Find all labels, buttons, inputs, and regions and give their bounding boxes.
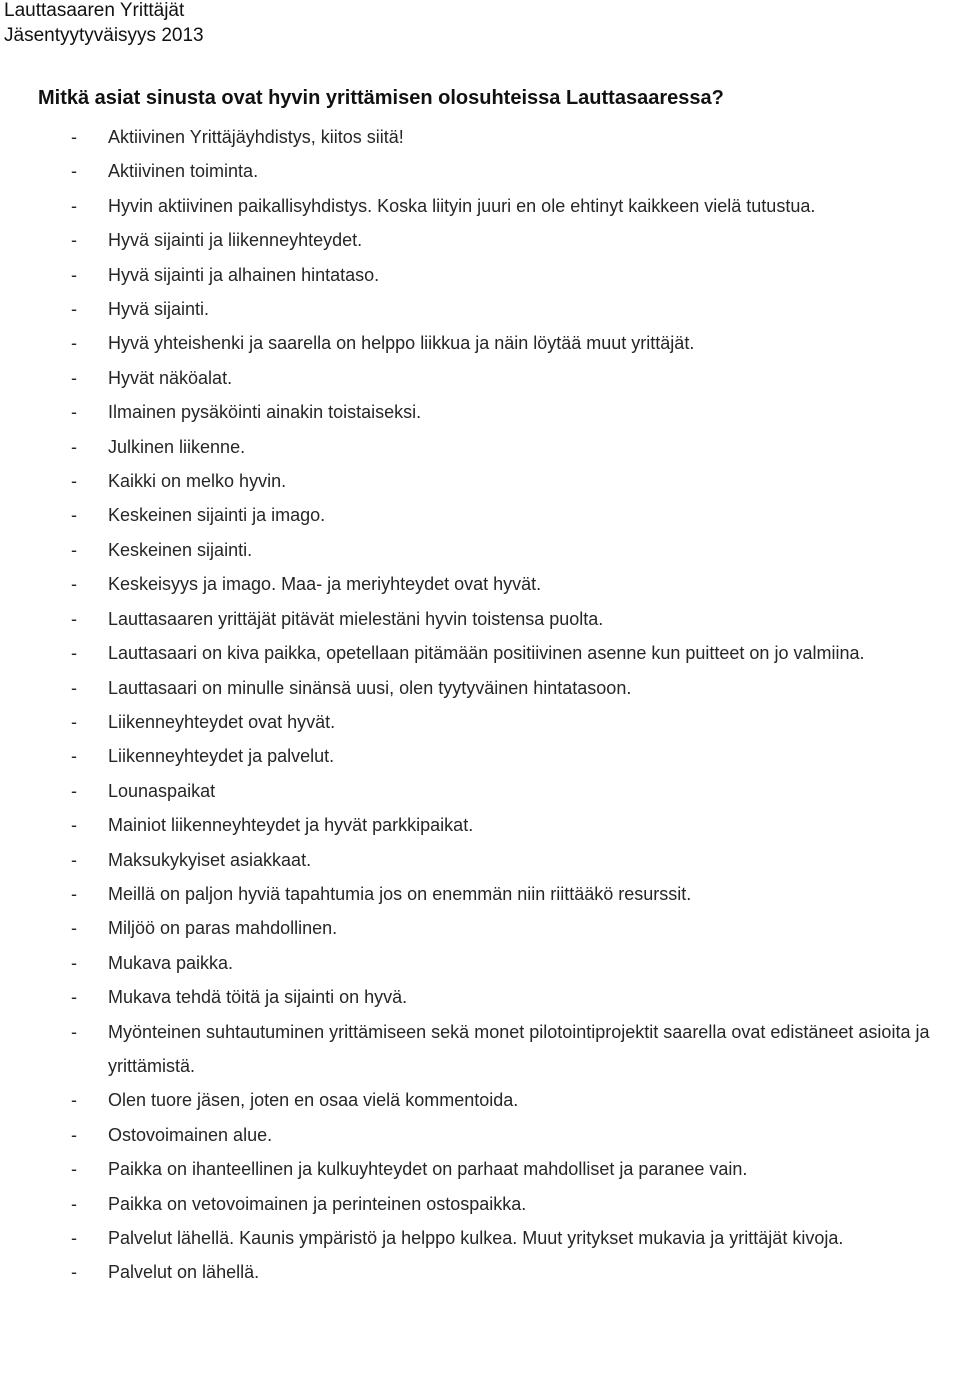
answer-text: Myönteinen suhtautuminen yrittämiseen sekä monet pilotointiprojektit saarella ovat edistäneet asioita ja yrittämistä. bbox=[108, 1021, 930, 1076]
answer-item bbox=[0, 1221, 960, 1255]
answer-item bbox=[0, 1118, 960, 1152]
survey-title: Jäsentyytyväisyys 2013 bbox=[4, 25, 204, 46]
answer-item bbox=[0, 739, 960, 773]
answer-text: Maksukykyiset asiakkaat. bbox=[108, 849, 312, 870]
bullet-dash: - bbox=[71, 746, 77, 767]
bullet-dash: - bbox=[71, 1159, 77, 1180]
answer-text: Aktiivinen toiminta. bbox=[108, 161, 259, 182]
answer-item bbox=[0, 877, 960, 911]
answer-item bbox=[0, 774, 960, 808]
bullet-dash: - bbox=[71, 1262, 77, 1283]
bullet-dash: - bbox=[71, 299, 77, 320]
answer-item bbox=[0, 258, 960, 292]
answer-item bbox=[0, 223, 960, 257]
answer-item bbox=[0, 602, 960, 636]
bullet-dash: - bbox=[71, 677, 77, 698]
bullet-dash: - bbox=[71, 333, 77, 354]
answer-text: Lauttasaaren yrittäjät pitävät mielestäni hyvin toistensa puolta. bbox=[108, 608, 604, 629]
answer-text: Keskeisyys ja imago. Maa- ja meriyhteydet ovat hyvät. bbox=[108, 574, 542, 595]
bullet-dash: - bbox=[71, 230, 77, 251]
answer-text: Aktiivinen Yrittäjäyhdistys, kiitos siitä! bbox=[108, 127, 404, 147]
answer-text: Ostovoimainen alue. bbox=[108, 1124, 273, 1145]
answer-item bbox=[0, 911, 960, 945]
answer-item bbox=[0, 636, 960, 670]
answer-item bbox=[0, 808, 960, 842]
bullet-dash: - bbox=[71, 574, 77, 595]
answer-text: Lauttasaari on kiva paikka, opetellaan pitämään positiivinen asenne kun puitteet on jo valmiina. bbox=[108, 643, 865, 664]
bullet-dash: - bbox=[71, 883, 77, 904]
answer-text: Meillä on paljon hyviä tapahtumia jos on enemmän niin riittääkö resurssit. bbox=[108, 883, 692, 904]
answer-item bbox=[0, 1083, 960, 1117]
organization-name: Lauttasaaren Yrittäjät bbox=[4, 0, 185, 21]
bullet-dash: - bbox=[71, 849, 77, 870]
answer-item bbox=[0, 430, 960, 464]
bullet-dash: - bbox=[71, 436, 77, 457]
bullet-dash: - bbox=[71, 471, 77, 492]
answer-text: Hyvät näköalat. bbox=[108, 367, 233, 388]
answer-item bbox=[0, 1015, 960, 1084]
answer-text: Kaikki on melko hyvin. bbox=[108, 471, 287, 492]
bullet-dash: - bbox=[71, 987, 77, 1008]
bullet-dash: - bbox=[71, 711, 77, 732]
answer-item bbox=[0, 705, 960, 739]
answer-item bbox=[0, 326, 960, 360]
answer-text: Hyvä yhteishenki ja saarella on helppo liikkua ja näin löytää muut yrittäjät. bbox=[108, 333, 695, 354]
bullet-dash: - bbox=[71, 608, 77, 629]
answer-text: Mukava tehdä töitä ja sijainti on hyvä. bbox=[108, 987, 408, 1008]
bullet-dash: - bbox=[71, 1124, 77, 1145]
answer-item bbox=[0, 843, 960, 877]
answer-text: Hyvä sijainti ja alhainen hintataso. bbox=[108, 264, 380, 285]
bullet-dash: - bbox=[71, 539, 77, 560]
answer-text: Miljöö on paras mahdollinen. bbox=[108, 918, 338, 939]
bullet-dash: - bbox=[71, 1021, 77, 1042]
answer-text: Lounaspaikat bbox=[108, 780, 216, 801]
answer-text: Liikenneyhteydet ja palvelut. bbox=[108, 746, 335, 767]
answer-item bbox=[0, 395, 960, 429]
bullet-dash: - bbox=[71, 127, 77, 147]
answer-item bbox=[0, 189, 960, 223]
answer-text: Julkinen liikenne. bbox=[108, 436, 246, 457]
bullet-dash: - bbox=[71, 815, 77, 836]
bullet-dash: - bbox=[71, 161, 77, 182]
answer-item bbox=[0, 946, 960, 980]
answer-text: Ilmainen pysäköinti ainakin toistaiseksi. bbox=[108, 402, 422, 423]
answer-item bbox=[0, 980, 960, 1014]
bullet-dash: - bbox=[71, 1090, 77, 1111]
bullet-dash: - bbox=[71, 367, 77, 388]
answer-item bbox=[0, 567, 960, 601]
answer-item bbox=[0, 1187, 960, 1221]
bullet-dash: - bbox=[71, 643, 77, 664]
answer-text: Lauttasaari on minulle sinänsä uusi, olen tyytyväinen hintatasoon. bbox=[108, 677, 632, 698]
answer-text: Hyvin aktiivinen paikallisyhdistys. Koska liityin juuri en ole ehtinyt kaikkeen vielä tutustua. bbox=[108, 195, 816, 216]
answer-text: Hyvä sijainti ja liikenneyhteydet. bbox=[108, 230, 363, 251]
answer-item bbox=[0, 120, 960, 154]
bullet-dash: - bbox=[71, 264, 77, 285]
answer-item bbox=[0, 154, 960, 188]
document-header bbox=[4, 0, 204, 48]
answer-item bbox=[0, 498, 960, 532]
answer-text: Paikka on ihanteellinen ja kulkuyhteydet on parhaat mahdolliset ja paranee vain. bbox=[108, 1159, 748, 1180]
answer-text: Mainiot liikenneyhteydet ja hyvät parkkipaikat. bbox=[108, 815, 474, 836]
answer-text: Keskeinen sijainti. bbox=[108, 539, 253, 560]
answer-item bbox=[0, 292, 960, 326]
bullet-dash: - bbox=[71, 505, 77, 526]
answer-text: Hyvä sijainti. bbox=[108, 299, 210, 320]
answer-item bbox=[0, 671, 960, 705]
answer-list bbox=[0, 120, 960, 1290]
answer-text: Olen tuore jäsen, joten en osaa vielä kommentoida. bbox=[108, 1090, 519, 1111]
bullet-dash: - bbox=[71, 952, 77, 973]
answer-text: Liikenneyhteydet ovat hyvät. bbox=[108, 711, 336, 732]
answer-text: Palvelut lähellä. Kaunis ympäristö ja helppo kulkea. Muut yritykset mukavia ja yrittäjät kivoja. bbox=[108, 1228, 844, 1248]
answer-text: Palvelut on lähellä. bbox=[108, 1262, 260, 1283]
answer-text: Mukava paikka. bbox=[108, 952, 234, 973]
bullet-dash: - bbox=[71, 918, 77, 939]
answer-item bbox=[0, 464, 960, 498]
bullet-dash: - bbox=[71, 780, 77, 801]
answer-item bbox=[0, 1152, 960, 1186]
bullet-dash: - bbox=[71, 402, 77, 423]
answer-text: Keskeinen sijainti ja imago. bbox=[108, 505, 326, 526]
question-heading: Mitkä asiat sinusta ovat hyvin yrittämisen olosuhteissa Lauttasaaressa? bbox=[38, 87, 724, 109]
answer-item bbox=[0, 361, 960, 395]
answer-text: Paikka on vetovoimainen ja perinteinen ostospaikka. bbox=[108, 1193, 527, 1214]
bullet-dash: - bbox=[71, 1193, 77, 1214]
bullet-dash: - bbox=[71, 1228, 77, 1248]
answer-item bbox=[0, 533, 960, 567]
answer-item bbox=[0, 1255, 960, 1289]
bullet-dash: - bbox=[71, 195, 77, 216]
